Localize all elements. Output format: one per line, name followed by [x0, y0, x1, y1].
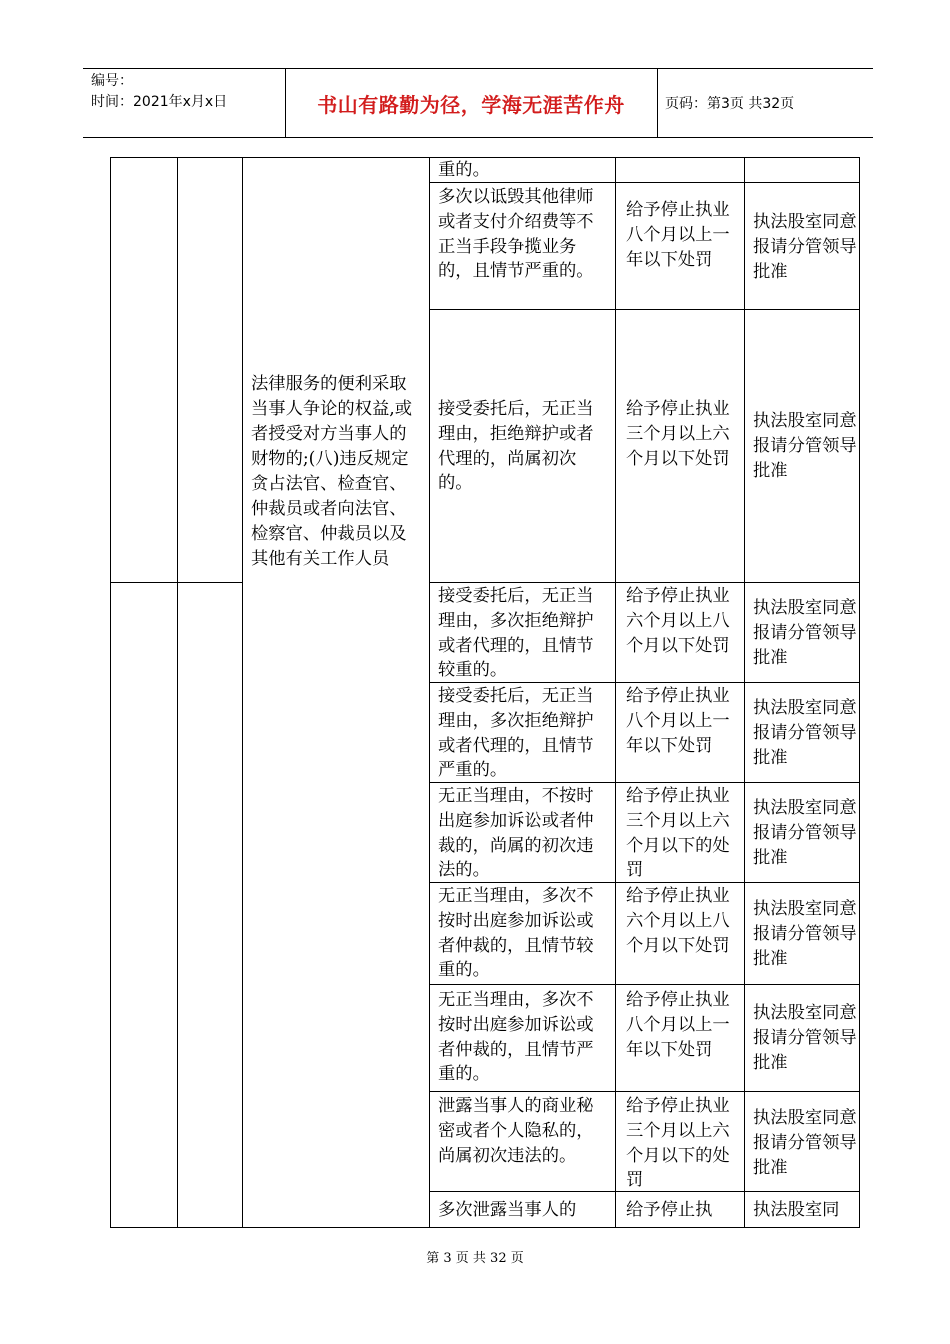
header-page-info: 页码：第3页 共32页	[665, 96, 795, 112]
page-footer: 第 3 页 共 32 页	[426, 1251, 524, 1266]
table-border	[859, 157, 860, 1228]
penalty-measure: 给予停止执业八个月以上一年以下处罚	[626, 686, 730, 756]
violation-description: 接受委托后，无正当理由，拒绝辩护或者代理的，尚属初次的。	[438, 399, 594, 494]
approval-procedure: 执法股室同意报请分管领导批准	[753, 1003, 857, 1073]
table-border	[744, 157, 745, 1228]
violation-description: 接受委托后，无正当理由，多次拒绝辩护或者代理的，且情节严重的。	[438, 686, 594, 781]
penalty-measure: 给予停止执业六个月以上八个月以下处罚	[626, 586, 730, 656]
penalty-measure: 给予停止执业六个月以上八个月以下处罚	[626, 886, 730, 956]
violation-description: 无正当理由，多次不按时出庭参加诉讼或者仲裁的，且情节较重的。	[438, 886, 594, 981]
table-border	[110, 157, 111, 1228]
table-border	[177, 157, 178, 1228]
row-divider	[429, 1091, 860, 1092]
approval-procedure: 执法股室同意报请分管领导批准	[753, 1108, 857, 1178]
row-divider	[110, 582, 243, 583]
document-date-label: 时间：2021年x月x日	[91, 94, 228, 110]
violation-description: 多次泄露当事人的	[438, 1200, 577, 1220]
row-divider	[429, 984, 860, 985]
violation-description: 泄露当事人的商业秘密或者个人隐私的，尚属初次违法的。	[438, 1096, 594, 1166]
penalty-measure: 给予停止执业八个月以上一年以下处罚	[626, 990, 730, 1060]
violation-description: 多次以诋毁其他律师或者支付介绍费等不正当手段争揽业务的，且情节严重的。	[438, 187, 594, 282]
header-motto: 书山有路勤为径，学海无涯苦作舟	[317, 92, 625, 117]
header-meta	[91, 71, 227, 113]
approval-procedure: 执法股室同意报请分管领导批准	[753, 798, 857, 868]
approval-procedure: 执法股室同	[753, 1200, 840, 1220]
penalty-measure: 给予停止执业三个月以上六个月以下处罚	[626, 399, 730, 469]
penalty-measure: 给予停止执业八个月以上一年以下处罚	[626, 200, 730, 270]
approval-procedure: 执法股室同意报请分管领导批准	[753, 411, 857, 481]
approval-procedure: 执法股室同意报请分管领导批准	[753, 598, 857, 668]
row-divider	[429, 582, 860, 583]
table-border	[429, 157, 430, 1228]
violation-description: 接受委托后，无正当理由，多次拒绝辩护或者代理的，且情节较重的。	[438, 586, 594, 681]
violation-category-cell: 法律服务的便利采取当事人争论的权益,或者授受对方当事人的财物的;(八)违反规定贪占法官、检查官、仲裁员或者向法官、检察官、仲裁员以及其他有关工作人员	[251, 374, 413, 569]
table-border	[615, 157, 616, 1228]
penalty-measure: 给予停止执	[626, 1200, 713, 1220]
header-divider	[657, 69, 658, 137]
violation-description: 重的。	[438, 160, 490, 180]
approval-procedure: 执法股室同意报请分管领导批准	[753, 899, 857, 969]
table-border	[242, 157, 243, 1228]
approval-procedure: 执法股室同意报请分管领导批准	[753, 212, 857, 282]
penalty-measure: 给予停止执业三个月以上六个月以下的处罚	[626, 786, 730, 881]
document-number-label: 编号：	[91, 73, 133, 89]
approval-procedure: 执法股室同意报请分管领导批准	[753, 698, 857, 768]
penalty-measure: 给予停止执业三个月以上六个月以下的处罚	[626, 1096, 730, 1191]
violation-description: 无正当理由，多次不按时出庭参加诉讼或者仲裁的，且情节严重的。	[438, 990, 594, 1085]
violation-description: 无正当理由，不按时出庭参加诉讼或者仲裁的，尚属的初次违法的。	[438, 786, 594, 881]
row-divider	[429, 309, 860, 310]
row-divider	[429, 182, 860, 183]
page-header	[83, 68, 873, 138]
table-border	[110, 1227, 860, 1228]
